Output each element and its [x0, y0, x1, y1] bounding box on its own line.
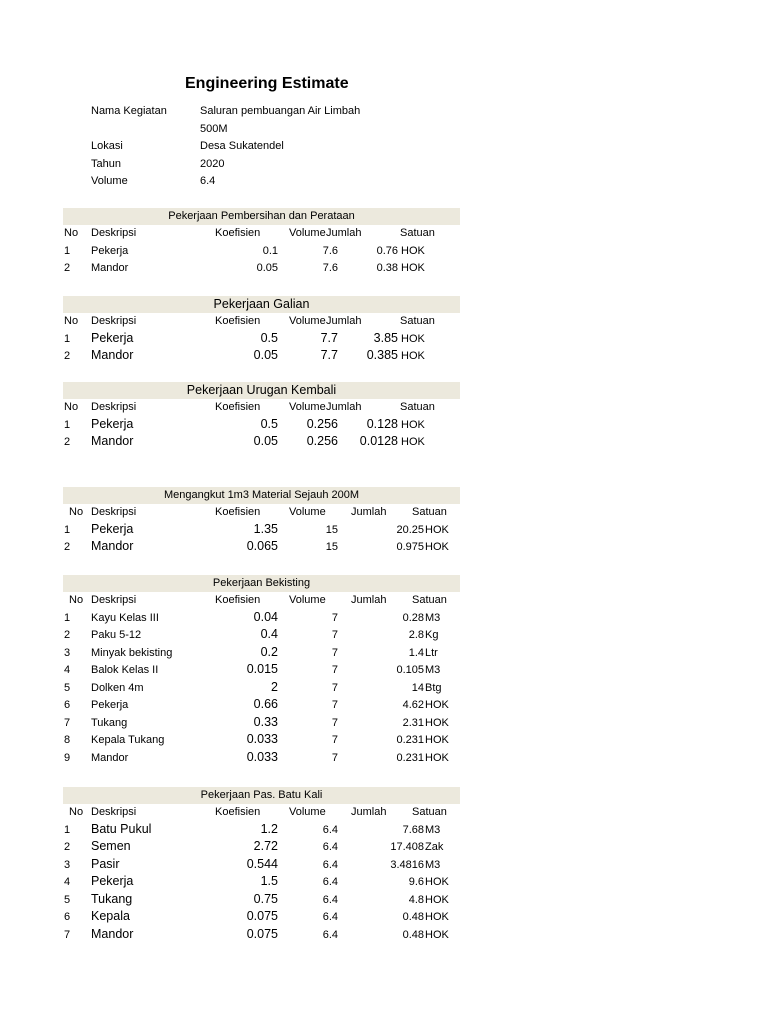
cell-koef: 0.05: [253, 348, 278, 362]
cell-jumlah: 3.4816: [390, 858, 424, 871]
column-header-jumlah: Jumlah: [351, 506, 387, 518]
cell-satuan: HOK: [401, 244, 425, 257]
cell-vol: 6.4: [322, 823, 338, 836]
cell-jumlah: 0.48: [402, 911, 424, 923]
table-row: [63, 732, 460, 750]
cell-satuan: M3: [425, 611, 441, 624]
cell-vol: 6.4: [322, 841, 338, 853]
cell-vol: 6.4: [322, 876, 338, 888]
cell-no: 1: [64, 523, 71, 536]
cell-vol: 7: [331, 751, 338, 764]
table-row: [63, 874, 460, 892]
cell-vol: 15: [325, 541, 338, 553]
cell-vol: 6.4: [322, 893, 338, 906]
table-row: [63, 697, 460, 715]
cell-desc: Pekerja: [91, 874, 134, 888]
table-header-row: [63, 399, 460, 417]
cell-no: 4: [64, 876, 71, 888]
column-header-desc: Deskripsi: [91, 506, 137, 518]
cell-koef: 0.544: [246, 856, 278, 871]
column-header-jumlah: Jumlah: [326, 401, 362, 413]
cell-satuan: HOK: [401, 350, 425, 362]
info-value: Desa Sukatendel: [200, 140, 284, 152]
cell-no: 2: [64, 350, 71, 362]
cell-vol: 0.256: [306, 416, 338, 431]
column-header-satuan: Satuan: [400, 401, 435, 413]
section-table: [63, 575, 460, 767]
cell-satuan: HOK: [425, 911, 449, 923]
column-header-koef: Koefisien: [215, 594, 261, 606]
section-title: Pekerjaan Urugan Kembali: [63, 382, 460, 399]
cell-jumlah: 1.4: [408, 646, 424, 659]
column-header-vol: Volume: [289, 315, 326, 327]
column-header-no: No: [64, 315, 79, 327]
cell-desc: Balok Kelas II: [91, 664, 159, 676]
cell-satuan: HOK: [425, 893, 449, 906]
cell-koef: 0.66: [253, 697, 278, 711]
column-header-vol: Volume: [289, 401, 326, 413]
cell-jumlah: 0.385: [366, 348, 398, 362]
cell-no: 7: [64, 928, 71, 941]
cell-vol: 7: [331, 611, 338, 624]
cell-koef: 0.075: [246, 909, 278, 923]
cell-satuan: HOK: [425, 716, 449, 729]
cell-jumlah: 4.8: [408, 893, 424, 906]
column-header-satuan: Satuan: [412, 806, 447, 818]
column-header-no: No: [64, 401, 79, 413]
table-row: [63, 522, 460, 540]
cell-koef: 2.72: [253, 839, 278, 853]
cell-jumlah: 14: [411, 681, 424, 694]
cell-satuan: Kg: [425, 629, 439, 641]
cell-satuan: Ltr: [425, 646, 438, 659]
table-row: [63, 680, 460, 698]
column-header-jumlah: Jumlah: [326, 227, 362, 239]
cell-jumlah: 0.975: [396, 541, 424, 553]
cell-jumlah: 0.128: [366, 416, 398, 431]
cell-no: 8: [64, 734, 71, 746]
column-header-satuan: Satuan: [412, 506, 447, 518]
cell-satuan: HOK: [401, 332, 425, 345]
cell-jumlah: 9.6: [408, 876, 424, 888]
info-key: Tahun: [91, 157, 121, 170]
cell-koef: 0.1: [262, 244, 278, 257]
cell-vol: 6.4: [322, 928, 338, 941]
cell-desc: Pekerja: [91, 330, 134, 345]
cell-satuan: M3: [425, 823, 441, 836]
column-header-koef: Koefisien: [215, 506, 261, 518]
cell-desc: Tukang: [91, 891, 133, 906]
cell-jumlah: 0.76: [376, 244, 398, 257]
cell-vol: 6.4: [322, 911, 338, 923]
table-row: [63, 348, 460, 366]
table-row: [63, 662, 460, 680]
cell-koef: 0.75: [253, 891, 278, 906]
cell-vol: 7: [331, 664, 338, 676]
cell-jumlah: 0.0128: [359, 434, 398, 448]
section-title: Pekerjaan Galian: [63, 296, 460, 313]
cell-desc: Mandor: [91, 348, 134, 362]
cell-no: 6: [64, 911, 71, 923]
cell-no: 2: [64, 629, 71, 641]
column-header-desc: Deskripsi: [91, 401, 137, 413]
cell-koef: 0.2: [260, 644, 278, 659]
cell-no: 5: [64, 893, 71, 906]
table-header-row: [63, 504, 460, 522]
section-table: [63, 487, 460, 557]
cell-desc: Batu Pukul: [91, 821, 152, 836]
section-table: [63, 296, 460, 366]
column-header-vol: Volume: [289, 806, 326, 818]
info-key: Lokasi: [91, 140, 123, 152]
cell-koef: 0.033: [246, 732, 278, 746]
column-header-jumlah: Jumlah: [351, 806, 387, 818]
section-title: Pekerjaan Pembersihan dan Perataan: [63, 208, 460, 225]
table-row: [63, 260, 460, 278]
table-row: [63, 539, 460, 557]
table-row: [63, 892, 460, 910]
cell-satuan: HOK: [425, 876, 449, 888]
cell-no: 1: [64, 611, 71, 624]
cell-satuan: HOK: [425, 699, 449, 711]
cell-vol: 15: [325, 523, 338, 536]
table-row: [63, 715, 460, 733]
cell-koef: 0.015: [246, 662, 278, 676]
section-table: [63, 208, 460, 278]
column-header-satuan: Satuan: [412, 594, 447, 606]
cell-vol: 7.6: [322, 262, 338, 274]
table-row: [63, 750, 460, 768]
cell-vol: 7.6: [322, 244, 338, 257]
cell-no: 2: [64, 436, 71, 448]
cell-satuan: HOK: [401, 262, 425, 274]
cell-vol: 7.7: [320, 330, 338, 345]
cell-desc: Mandor: [91, 751, 129, 764]
cell-satuan: HOK: [401, 436, 425, 448]
cell-koef: 0.5: [260, 330, 278, 345]
cell-no: 6: [64, 699, 71, 711]
table-row: [63, 417, 460, 435]
cell-desc: Dolken 4m: [91, 681, 144, 694]
column-header-jumlah: Jumlah: [351, 594, 387, 606]
cell-koef: 0.5: [260, 416, 278, 431]
cell-koef: 0.05: [256, 262, 278, 274]
column-header-koef: Koefisien: [215, 315, 261, 327]
info-value: 500M: [200, 122, 228, 135]
info-value: 6.4: [200, 175, 216, 187]
cell-koef: 0.075: [246, 926, 278, 941]
cell-koef: 0.4: [260, 627, 278, 641]
table-header-row: [63, 592, 460, 610]
column-header-no: No: [69, 806, 84, 818]
cell-satuan: HOK: [425, 751, 449, 764]
section-table: [63, 382, 460, 452]
column-header-no: No: [69, 594, 84, 606]
column-header-vol: Volume: [289, 506, 326, 518]
column-header-no: No: [64, 227, 79, 239]
cell-vol: 7: [331, 734, 338, 746]
cell-koef: 1.2: [260, 821, 278, 836]
cell-desc: Mandor: [91, 926, 134, 941]
section-title: Pekerjaan Pas. Batu Kali: [63, 787, 460, 804]
column-header-satuan: Satuan: [400, 227, 435, 239]
cell-desc: Pekerja: [91, 699, 129, 711]
cell-jumlah: 0.28: [402, 611, 424, 624]
cell-vol: 7: [331, 646, 338, 659]
cell-desc: Kepala: [91, 909, 130, 923]
column-header-koef: Koefisien: [215, 227, 261, 239]
cell-desc: Tukang: [91, 716, 128, 729]
info-value: 2020: [200, 157, 225, 170]
cell-koef: 0.04: [253, 609, 278, 624]
cell-satuan: Zak: [425, 841, 444, 853]
table-row: [63, 857, 460, 875]
cell-no: 4: [64, 664, 71, 676]
cell-jumlah: 20.25: [396, 523, 424, 536]
cell-desc: Pasir: [91, 856, 120, 871]
column-header-koef: Koefisien: [215, 806, 261, 818]
cell-desc: Kayu Kelas III: [91, 611, 159, 624]
table-row: [63, 627, 460, 645]
cell-vol: 0.256: [306, 434, 338, 448]
cell-desc: Mandor: [91, 262, 129, 274]
cell-jumlah: 0.48: [402, 928, 424, 941]
table-row: [63, 610, 460, 628]
info-value: Saluran pembuangan Air Limbah: [200, 105, 361, 117]
cell-koef: 1.5: [260, 874, 278, 888]
column-header-jumlah: Jumlah: [326, 315, 362, 327]
column-header-desc: Deskripsi: [91, 227, 137, 239]
cell-desc: Pekerja: [91, 521, 134, 536]
cell-satuan: Btg: [425, 681, 442, 694]
column-header-vol: Volume: [289, 227, 326, 239]
cell-koef: 0.065: [246, 539, 278, 553]
cell-no: 5: [64, 681, 71, 694]
cell-jumlah: 2.8: [408, 629, 424, 641]
cell-koef: 1.35: [253, 521, 278, 536]
cell-no: 2: [64, 262, 71, 274]
cell-koef: 0.033: [246, 749, 278, 764]
cell-desc: Kepala Tukang: [91, 734, 165, 746]
cell-desc: Minyak bekisting: [91, 646, 173, 659]
page-title: Engineering Estimate: [185, 75, 349, 92]
cell-desc: Pekerja: [91, 244, 129, 257]
column-header-vol: Volume: [289, 594, 326, 606]
cell-no: 1: [64, 418, 71, 431]
cell-satuan: M3: [425, 858, 441, 871]
cell-no: 3: [64, 646, 71, 659]
cell-koef: 0.05: [253, 434, 278, 448]
table-row: [63, 434, 460, 452]
cell-satuan: HOK: [425, 928, 449, 941]
table-row: [63, 927, 460, 945]
cell-koef: 2: [271, 679, 278, 694]
cell-no: 9: [64, 751, 71, 764]
cell-vol: 7.7: [320, 348, 338, 362]
table-row: [63, 645, 460, 663]
cell-vol: 6.4: [322, 858, 338, 871]
cell-desc: Mandor: [91, 434, 134, 448]
cell-no: 7: [64, 716, 71, 729]
cell-satuan: HOK: [425, 541, 449, 553]
cell-jumlah: 0.231: [396, 734, 424, 746]
cell-satuan: HOK: [425, 734, 449, 746]
cell-jumlah: 0.105: [396, 664, 424, 676]
info-key: Volume: [91, 175, 128, 187]
cell-vol: 7: [331, 681, 338, 694]
cell-jumlah: 2.31: [402, 716, 424, 729]
table-header-row: [63, 313, 460, 331]
table-row: [63, 909, 460, 927]
table-row: [63, 243, 460, 261]
section-table: [63, 787, 460, 944]
cell-satuan: M3: [425, 664, 441, 676]
table-row: [63, 822, 460, 840]
cell-jumlah: 0.231: [396, 751, 424, 764]
info-key: Nama Kegiatan: [91, 105, 167, 117]
cell-no: 1: [64, 823, 71, 836]
cell-no: 1: [64, 332, 71, 345]
cell-satuan: HOK: [401, 418, 425, 431]
column-header-satuan: Satuan: [400, 315, 435, 327]
cell-no: 2: [64, 541, 71, 553]
column-header-desc: Deskripsi: [91, 806, 137, 818]
column-header-no: No: [69, 506, 84, 518]
cell-desc: Semen: [91, 839, 131, 853]
table-row: [63, 331, 460, 349]
cell-satuan: HOK: [425, 523, 449, 536]
cell-no: 1: [64, 244, 71, 257]
section-title: Mengangkut 1m3 Material Sejauh 200M: [63, 487, 460, 504]
cell-vol: 7: [331, 629, 338, 641]
cell-jumlah: 0.38: [376, 262, 398, 274]
cell-koef: 0.33: [253, 714, 278, 729]
table-header-row: [63, 225, 460, 243]
table-header-row: [63, 804, 460, 822]
cell-jumlah: 17.408: [390, 841, 424, 853]
cell-jumlah: 3.85: [373, 330, 398, 345]
cell-vol: 7: [331, 699, 338, 711]
cell-jumlah: 4.62: [402, 699, 424, 711]
column-header-koef: Koefisien: [215, 401, 261, 413]
column-header-desc: Deskripsi: [91, 315, 137, 327]
column-header-desc: Deskripsi: [91, 594, 137, 606]
table-row: [63, 839, 460, 857]
cell-no: 3: [64, 858, 71, 871]
cell-desc: Mandor: [91, 539, 134, 553]
cell-desc: Pekerja: [91, 416, 134, 431]
section-title: Pekerjaan Bekisting: [63, 575, 460, 592]
cell-desc: Paku 5-12: [91, 629, 142, 641]
cell-no: 2: [64, 841, 71, 853]
cell-vol: 7: [331, 716, 338, 729]
cell-jumlah: 7.68: [402, 823, 424, 836]
